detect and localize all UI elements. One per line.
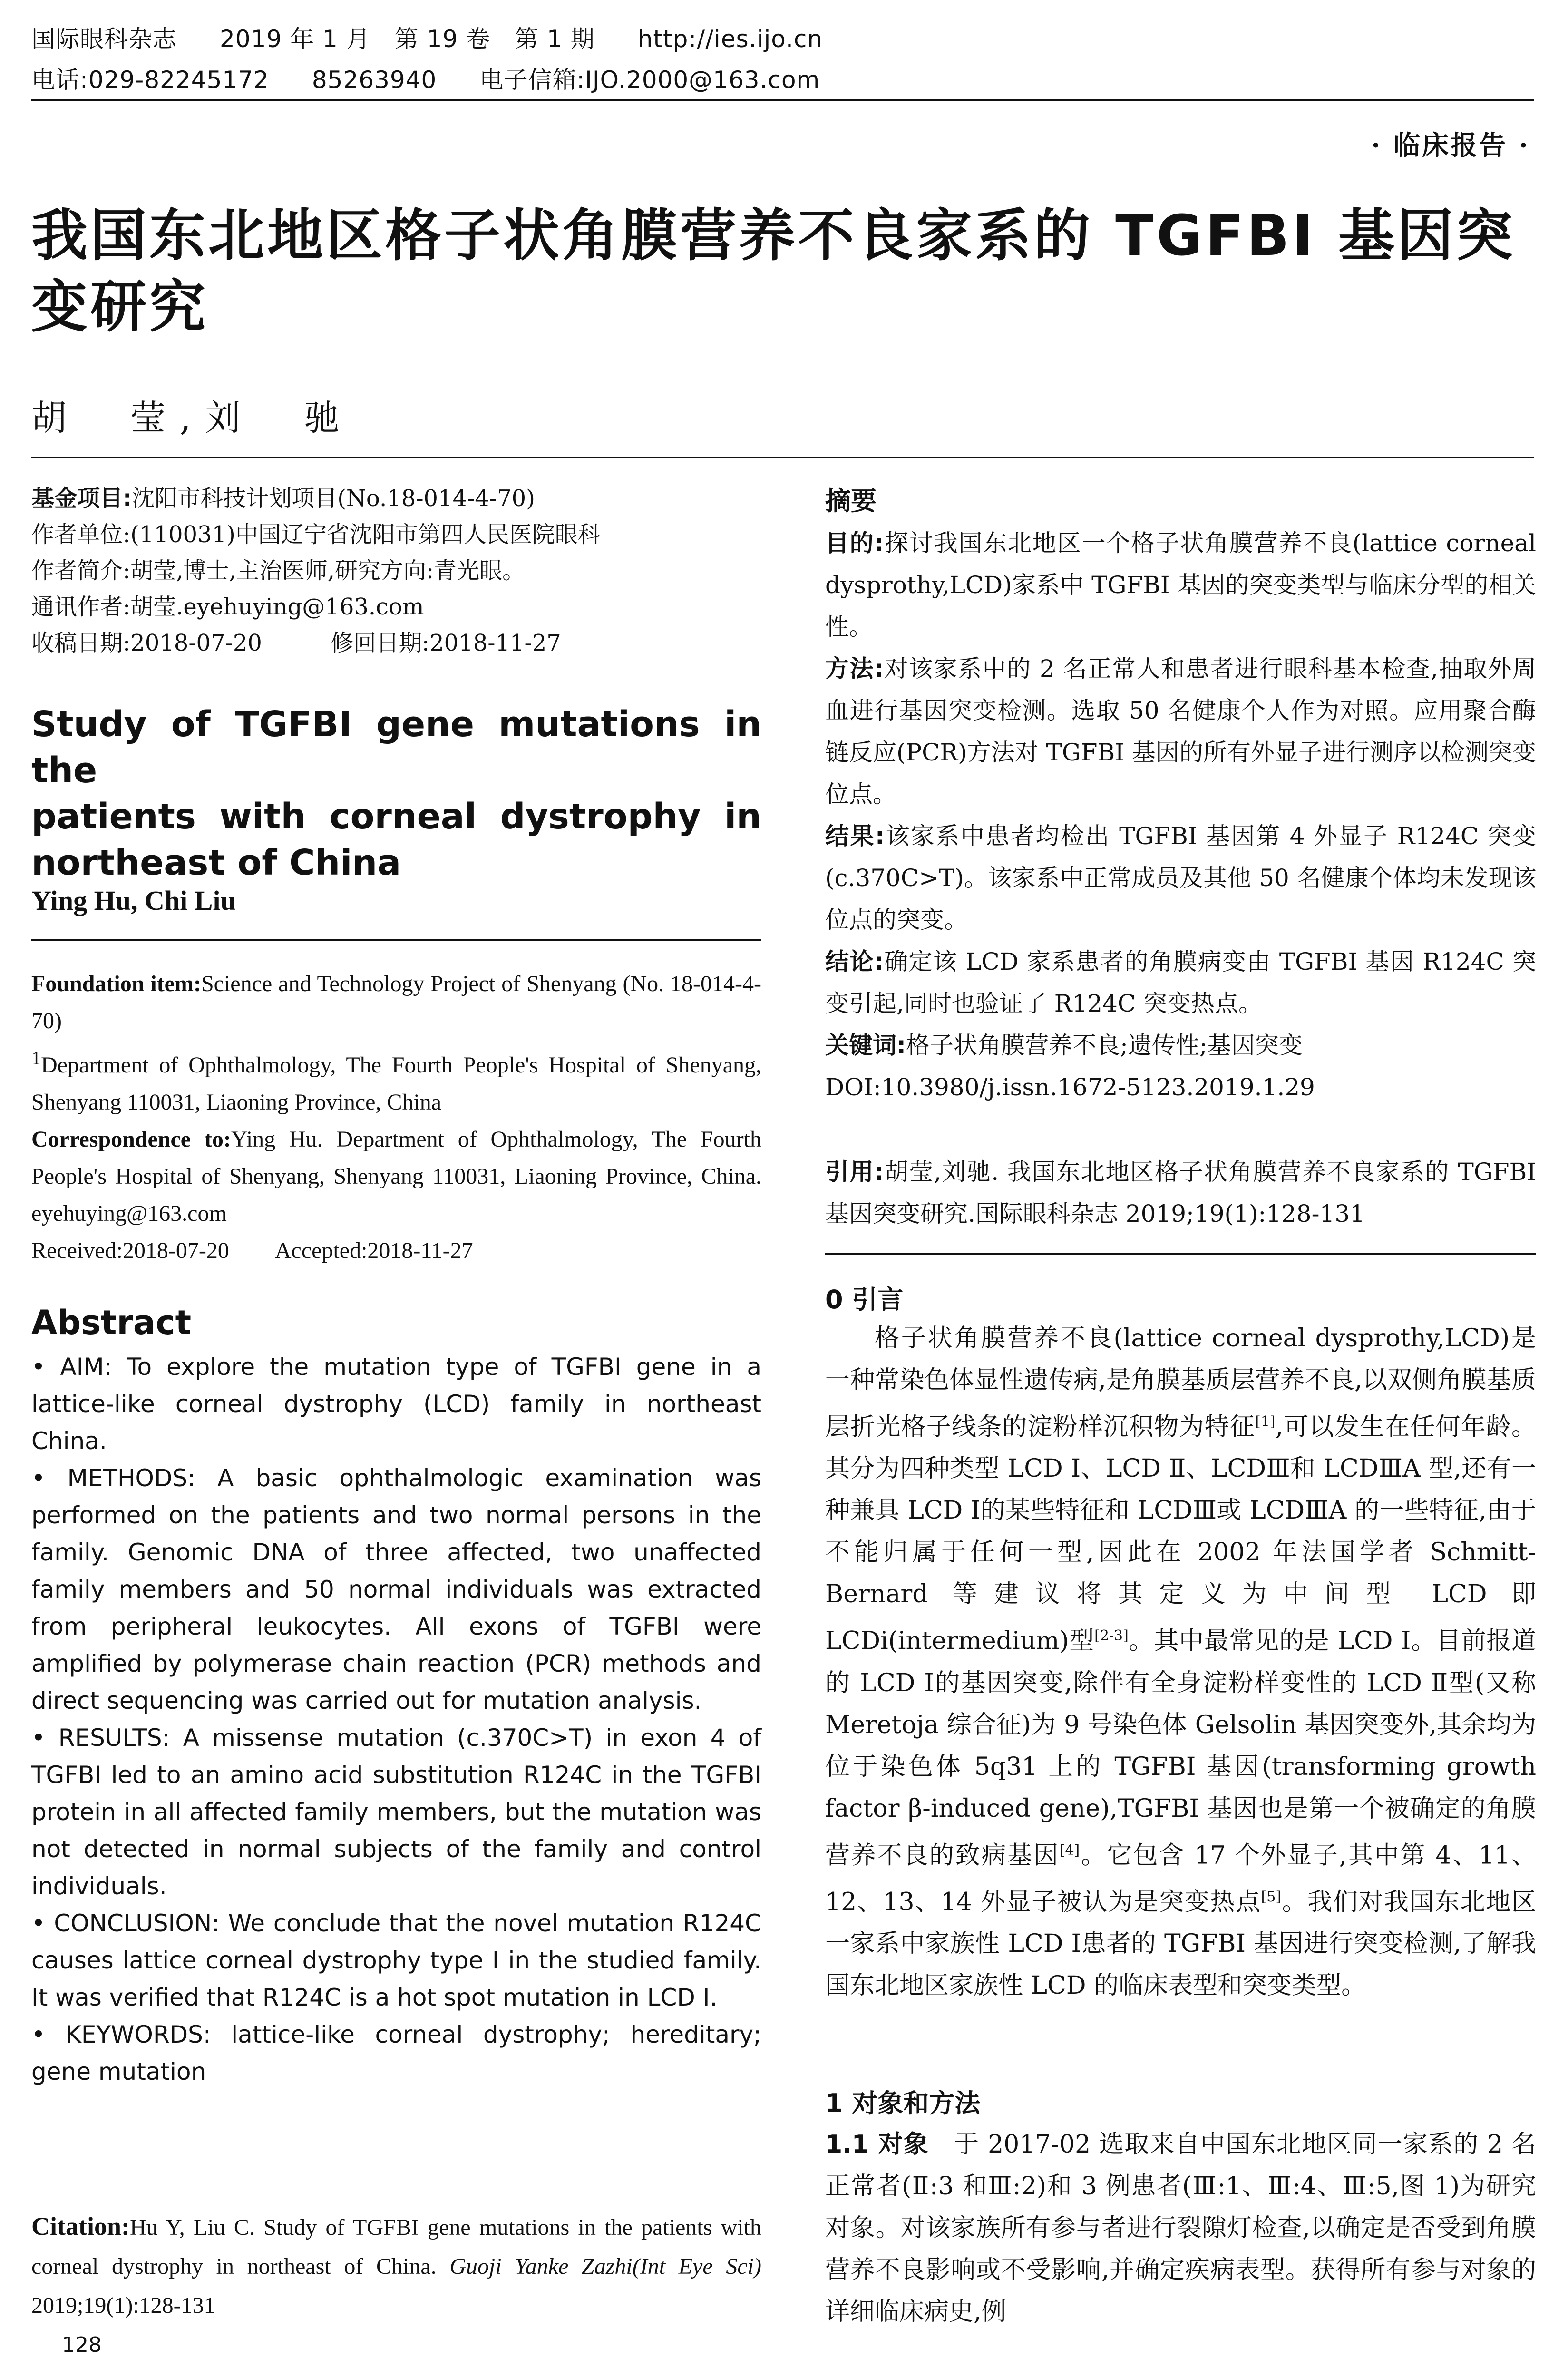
conclusion-text: 确定该 LCD 家系患者的角膜病变由 TGFBI 基因 R124C 突变引起,同时也验证了 R124C 突变热点。 <box>825 948 1536 1017</box>
ref-5[interactable]: [5] <box>1261 1888 1282 1905</box>
info-block-en <box>31 965 761 1269</box>
abstract-keywords: • KEYWORDS: lattice-like corneal dystrophy; hereditary; gene mutation <box>31 2021 761 2085</box>
abstract-en <box>31 1348 761 2090</box>
aim-text: 探讨我国东北地区一个格子状角膜营养不良(lattice corneal dysprothy,LCD)家系中 TGFBI 基因的突变类型与临床分型的相关性。 <box>825 529 1536 641</box>
contact-email[interactable]: 电子信箱:IJO.2000@163.com <box>479 66 820 94</box>
phone: 电话:029-82245172 <box>31 66 269 94</box>
intro-paragraph <box>825 1317 1536 2007</box>
methods-label: 方法: <box>825 655 884 682</box>
article-title-cn: 我国东北地区格子状角膜营养不良家系的 TGFBI 基因突变研究 <box>31 203 1515 340</box>
title-en-line: northeast of China <box>31 842 401 883</box>
phone-2: 85263940 <box>312 66 437 94</box>
foundation-label: Foundation item: <box>31 971 201 996</box>
correspondence-text: Ying Hu. Department of Ophthalmology, The Fourth People's Hospital of Shenyang, Shenyang 110031, Liaoning Province, China. eyehuying@163.com <box>31 1127 761 1226</box>
citation-rule <box>825 1253 1536 1255</box>
foundation-text: Science and Technology Project of Shenyang (No. 18-014-4-70) <box>31 971 762 1033</box>
results-label: 结果: <box>825 822 885 850</box>
abstract-cn-methods <box>825 648 1536 815</box>
authors-en: Ying Hu, Chi Liu <box>31 885 236 916</box>
info-block-cn <box>31 480 769 661</box>
intro-heading: 0 引言 <box>825 1285 904 1315</box>
title-rule <box>31 457 1534 458</box>
fund-text: 沈阳市科技计划项目(No.18-014-4-70) <box>132 485 535 512</box>
citation-text: Hu Y, Liu C. Study of TGFBI gene mutations in the patients with corneal dystrophy in northeast of China. <box>31 2215 761 2279</box>
citation-journal: Guoji Yanke Zazhi(Int Eye Sci) <box>449 2254 761 2279</box>
header-rule <box>31 99 1534 101</box>
journal-name: 国际眼科杂志 <box>31 25 177 53</box>
abstract-cn-results <box>825 815 1536 941</box>
abstract-conclusion: • CONCLUSION: We conclude that the novel mutation R124C causes lattice corneal dystrophy type I in the studied family. It was verified that R124C is a hot spot mutation in LCD I. <box>31 1909 761 2011</box>
author-unit: 作者单位:(110031)中国辽宁省沈阳市第四人民医院眼科 <box>31 521 601 548</box>
corresponding-author: 通讯作者:胡莹.eyehuying@163.com <box>31 594 424 620</box>
intro-text-4: 。它包含 17 个外显子,其中第 4、11、12、13、14 外显子被认为是突变热点 <box>825 1841 1536 1917</box>
intro-text-1: 格子状角膜营养不良(lattice corneal dysprothy,LCD)是一种常染色体显性遗传病,是角膜基质层营养不良,以双侧角膜基质层折光格子线条的淀粉样沉积物为特征 <box>825 1324 1536 1442</box>
aim-label: 目的: <box>825 529 884 557</box>
methods-text: 对该家系中的 2 名正常人和患者进行眼科基本检查,抽取外周血进行基因突变检测。选取 50 名健康个人作为对照。应用聚合酶链反应(PCR)方法对 TGFBI 基因的所有外显子进行测序以检测突变位点。 <box>825 655 1536 808</box>
intro-text-3: 。其中最常见的是 LCD Ⅰ。目前报道的 LCD Ⅰ的基因突变,除伴有全身淀粉样变性的 LCD Ⅱ型(又称 Meretoja 综合征)为 9 号染色体 Gelsolin 基因突变外,其余均为位于染色体 5q31 上的 TGFBI 基因(transforming growth factor β-induced gene),TGFBI 基因也是第一个被确定的角膜营养不良的致病基因 <box>825 1627 1536 1870</box>
abstract-cn <box>825 480 1536 1108</box>
dates-cn: 收稿日期:2018-07-20 修回日期:2018-11-27 <box>31 630 561 656</box>
citation-cn <box>825 1151 1536 1235</box>
dates-en: Received:2018-07-20 Accepted:2018-11-27 <box>31 1238 473 1263</box>
author-bio: 作者简介:胡莹,博士,主治医师,研究方向:青光眼。 <box>31 557 526 584</box>
methods-paragraph <box>825 2124 1536 2333</box>
intro-text-5: 。我们对我国东北地区一家系中家族性 LCD Ⅰ患者的 TGFBI 基因进行突变检测,了解我国东北地区家族性 LCD 的临床表型和突变类型。 <box>825 1888 1536 2000</box>
citation-label: Citation: <box>31 2212 130 2241</box>
citation-tail: 2019;19(1):128-131 <box>31 2293 215 2318</box>
title-en-line: Study of TGFBI gene mutations in the <box>31 704 761 791</box>
abstract-results: • RESULTS: A missense mutation (c.370C>T) in exon 4 of TGFBI led to an amino acid substitution R124C in the TGFBI protein in all affected family members, but the mutation was not detected in normal subjects of the family and control individuals. <box>31 1724 761 1900</box>
affiliation-text: Department of Ophthalmology, The Fourth People's Hospital of Shenyang, Shenyang 110031, Liaoning Province, China <box>31 1052 761 1115</box>
affiliation-mark: 1 <box>31 1047 41 1069</box>
title-en-line: patients with corneal dystrophy in <box>31 796 761 837</box>
fund-line <box>31 480 769 516</box>
abstract-cn-conclusion <box>825 941 1536 1024</box>
article-title-en <box>31 701 761 886</box>
abstract-aim: • AIM: To explore the mutation type of TGFBI gene in a lattice-like corneal dystrophy (LCD) family in northeast China. <box>31 1353 761 1455</box>
abstract-cn-aim <box>825 522 1536 648</box>
keywords-label: 关键词: <box>825 1032 906 1059</box>
citation-en <box>31 2207 761 2325</box>
journal-header <box>31 24 866 54</box>
citation-cn-label: 引用: <box>825 1158 884 1186</box>
foundation-item <box>31 965 761 1040</box>
abstract-heading-en: Abstract <box>31 1303 192 1342</box>
ref-2-3[interactable]: [2-3] <box>1094 1627 1129 1645</box>
correspondence-label: Correspondence to: <box>31 1127 231 1152</box>
abstract-heading-cn: 摘要 <box>825 486 877 516</box>
citation-cn-text: 胡莹,刘驰. 我国东北地区格子状角膜营养不良家系的 TGFBI 基因突变研究.国际眼科杂志 2019;19(1):128-131 <box>825 1158 1536 1227</box>
authors-rule <box>31 939 761 941</box>
contact-line <box>31 65 863 95</box>
issue-info: 2019 年 1 月 第 19 卷 第 1 期 <box>220 25 595 53</box>
abstract-methods: • METHODS: A basic ophthalmologic examination was performed on the patients and two normal persons in the family. Genomic DNA of three affected, two unaffected family members and 50 normal individuals was extracted from peripheral leukocytes. All exons of TGFBI were amplified by polymerase chain reaction (PCR) methods and direct sequencing was carried out for mutation analysis. <box>31 1464 761 1715</box>
results-text: 该家系中患者均检出 TGFBI 基因第 4 外显子 R124C 突变(c.370C>T)。该家系中正常成员及其他 50 名健康个体均未发现该位点的突变。 <box>825 822 1536 934</box>
conclusion-label: 结论: <box>825 948 884 975</box>
methods-heading: 1 对象和方法 <box>825 2088 981 2118</box>
authors-cn: 胡 莹,刘 驰 <box>31 398 354 438</box>
subsection-label: 1.1 对象 <box>825 2130 929 2159</box>
page-number: 128 <box>62 2333 102 2357</box>
ref-4[interactable]: [4] <box>1059 1841 1080 1859</box>
correspondence <box>31 1121 761 1232</box>
section-tag: · 临床报告 · <box>1371 130 1530 161</box>
abstract-cn-keywords <box>825 1024 1536 1066</box>
affiliation <box>31 1040 761 1121</box>
journal-url[interactable]: http://ies.ijo.cn <box>637 25 823 53</box>
keywords-text: 格子状角膜营养不良;遗传性;基因突变 <box>906 1032 1303 1059</box>
doi[interactable]: DOI:10.3980/j.issn.1672-5123.2019.1.29 <box>825 1073 1315 1101</box>
ref-1[interactable]: [1] <box>1255 1413 1276 1430</box>
intro-text-2: ,可以发生在任何年龄。其分为四种类型 LCD Ⅰ、LCD Ⅱ、LCDⅢ和 LCDⅢA 型,还有一种兼具 LCD Ⅰ的某些特征和 LCDⅢ或 LCDⅢA 的一些特征,由于不能归属于任何一型,因此在 2002 年法国学者 Schmitt-Bernard 等建议将其定义为中间型 LCD 即 LCDi(intermedium)型 <box>825 1413 1536 1656</box>
fund-label: 基金项目: <box>31 485 132 512</box>
subsection-text: 于 2017-02 选取来自中国东北地区同一家系的 2 名正常者(Ⅱ:3 和Ⅲ:2)和 3 例患者(Ⅲ:1、Ⅲ:4、Ⅲ:5,图 1)为研究对象。对该家族所有参与者进行裂隙灯检查,以确定是否受到角膜营养不良影响或不受影响,并确定疾病表型。获得所有参与对象的详细临床病史,例 <box>825 2130 1536 2326</box>
